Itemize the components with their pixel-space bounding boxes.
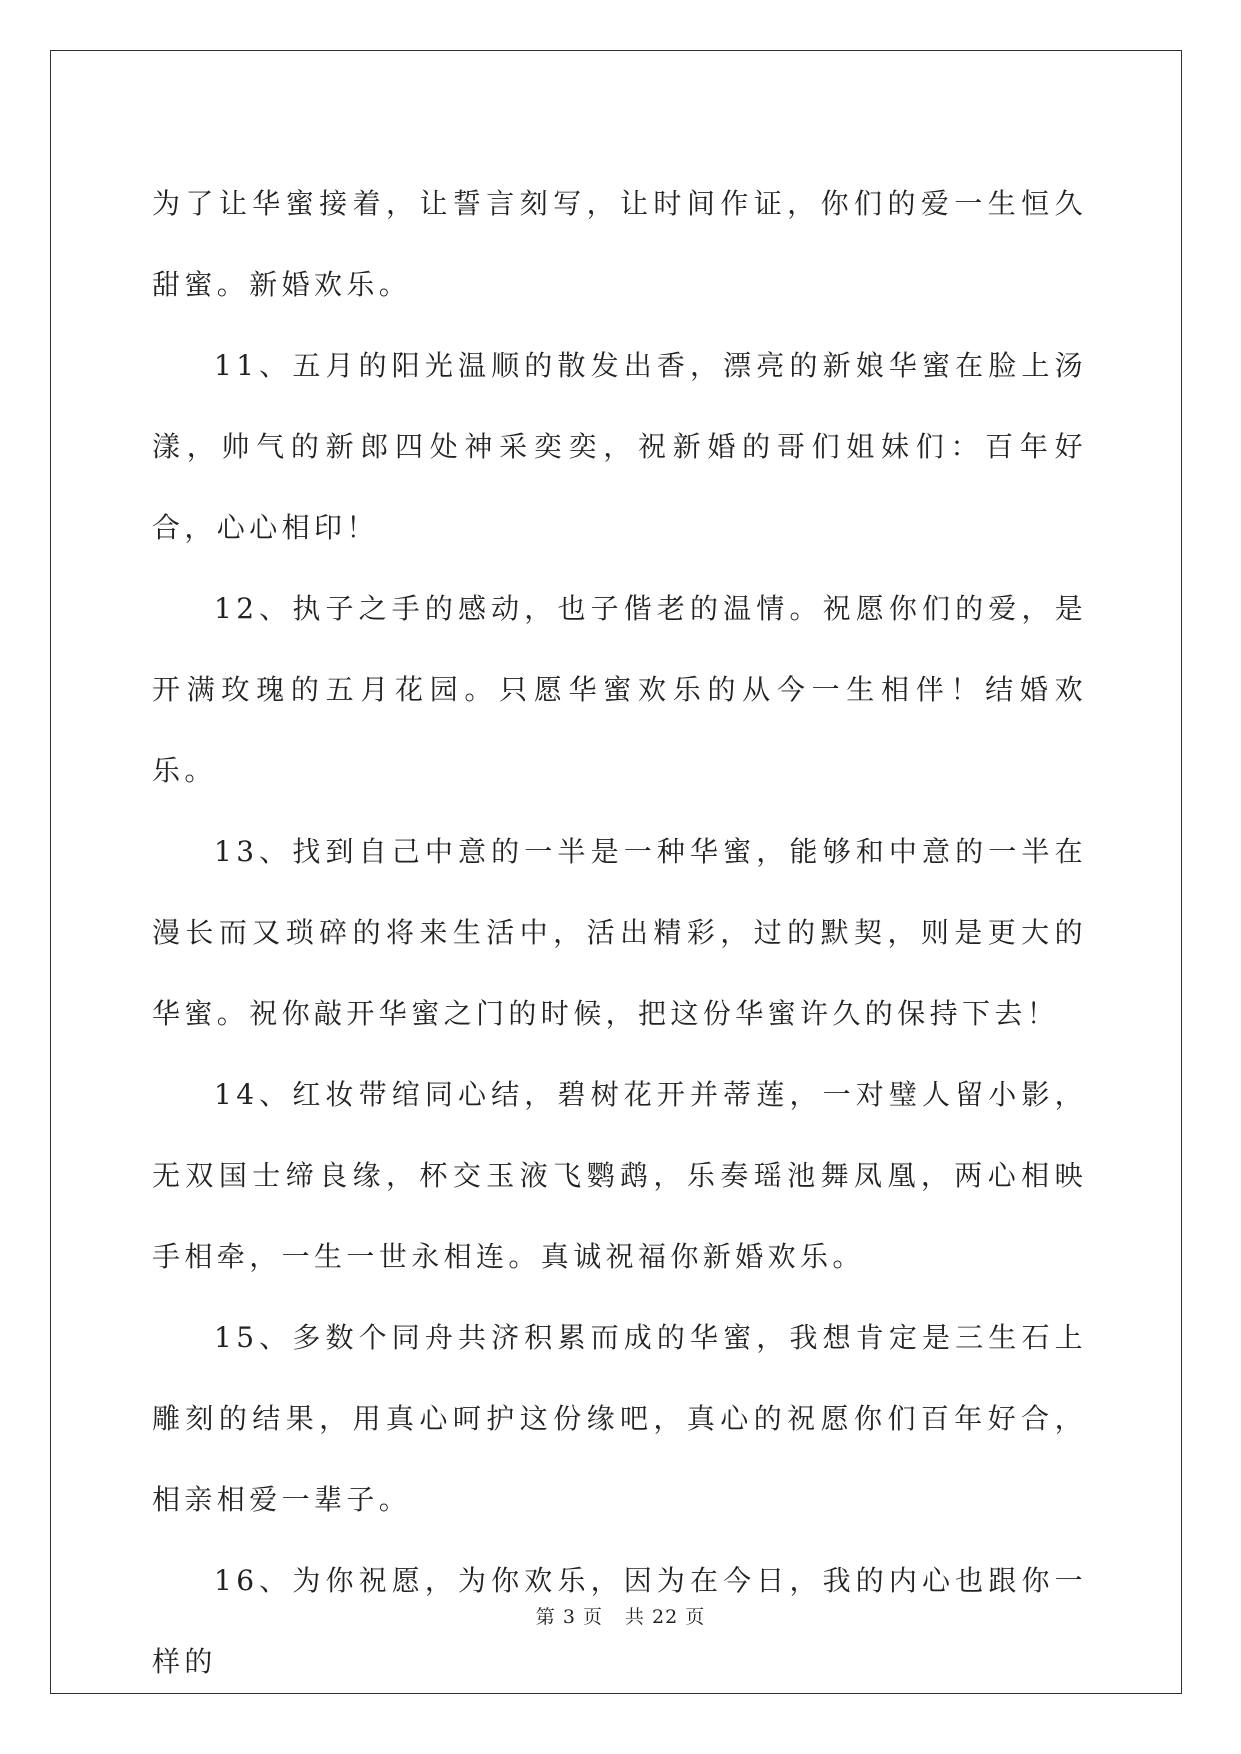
- paragraph-item-15: 15、多数个同舟共济积累而成的华蜜，我想肯定是三生石上雕刻的结果，用真心呵护这份缘吧，真心的祝愿你们百年好合，相亲相爱一辈子。: [152, 1321, 1087, 1516]
- page-number: 第 3 页: [535, 1606, 603, 1628]
- paragraph-continuation: 为了让华蜜接着，让誓言刻写，让时间作证，你们的爱一生恒久甜蜜。新婚欢乐。: [152, 187, 1087, 301]
- document-body: [152, 163, 1087, 1702]
- page-total: 共 22 页: [624, 1606, 706, 1628]
- paragraph-item-13: 13、找到自己中意的一半是一种华蜜，能够和中意的一半在漫长而又琐碎的将来生活中，活出精彩，过的默契，则是更大的华蜜。祝你敲开华蜜之门的时候，把这份华蜜许久的保持下去！: [152, 835, 1087, 1030]
- paragraph-item-14: 14、红妆带绾同心结，碧树花开并蒂莲，一对璧人留小影，无双国士缔良缘，杯交玉液飞鹦鹉，乐奏瑶池舞凤凰，两心相映手相牵，一生一世永相连。真诚祝福你新婚欢乐。: [152, 1078, 1087, 1273]
- page-footer: [0, 1602, 1241, 1629]
- paragraph-item-11: 11、五月的阳光温顺的散发出香，漂亮的新娘华蜜在脸上汤漾，帅气的新郎四处神采奕奕，祝新婚的哥们姐妹们：百年好合，心心相印！: [152, 349, 1087, 544]
- paragraph-item-12: 12、执子之手的感动，也子偕老的温情。祝愿你们的爱，是开满玫瑰的五月花园。只愿华蜜欢乐的从今一生相伴！结婚欢乐。: [152, 592, 1087, 787]
- paragraph-item-16: 16、为你祝愿，为你欢乐，因为在今日，我的内心也跟你一样的: [152, 1564, 1087, 1678]
